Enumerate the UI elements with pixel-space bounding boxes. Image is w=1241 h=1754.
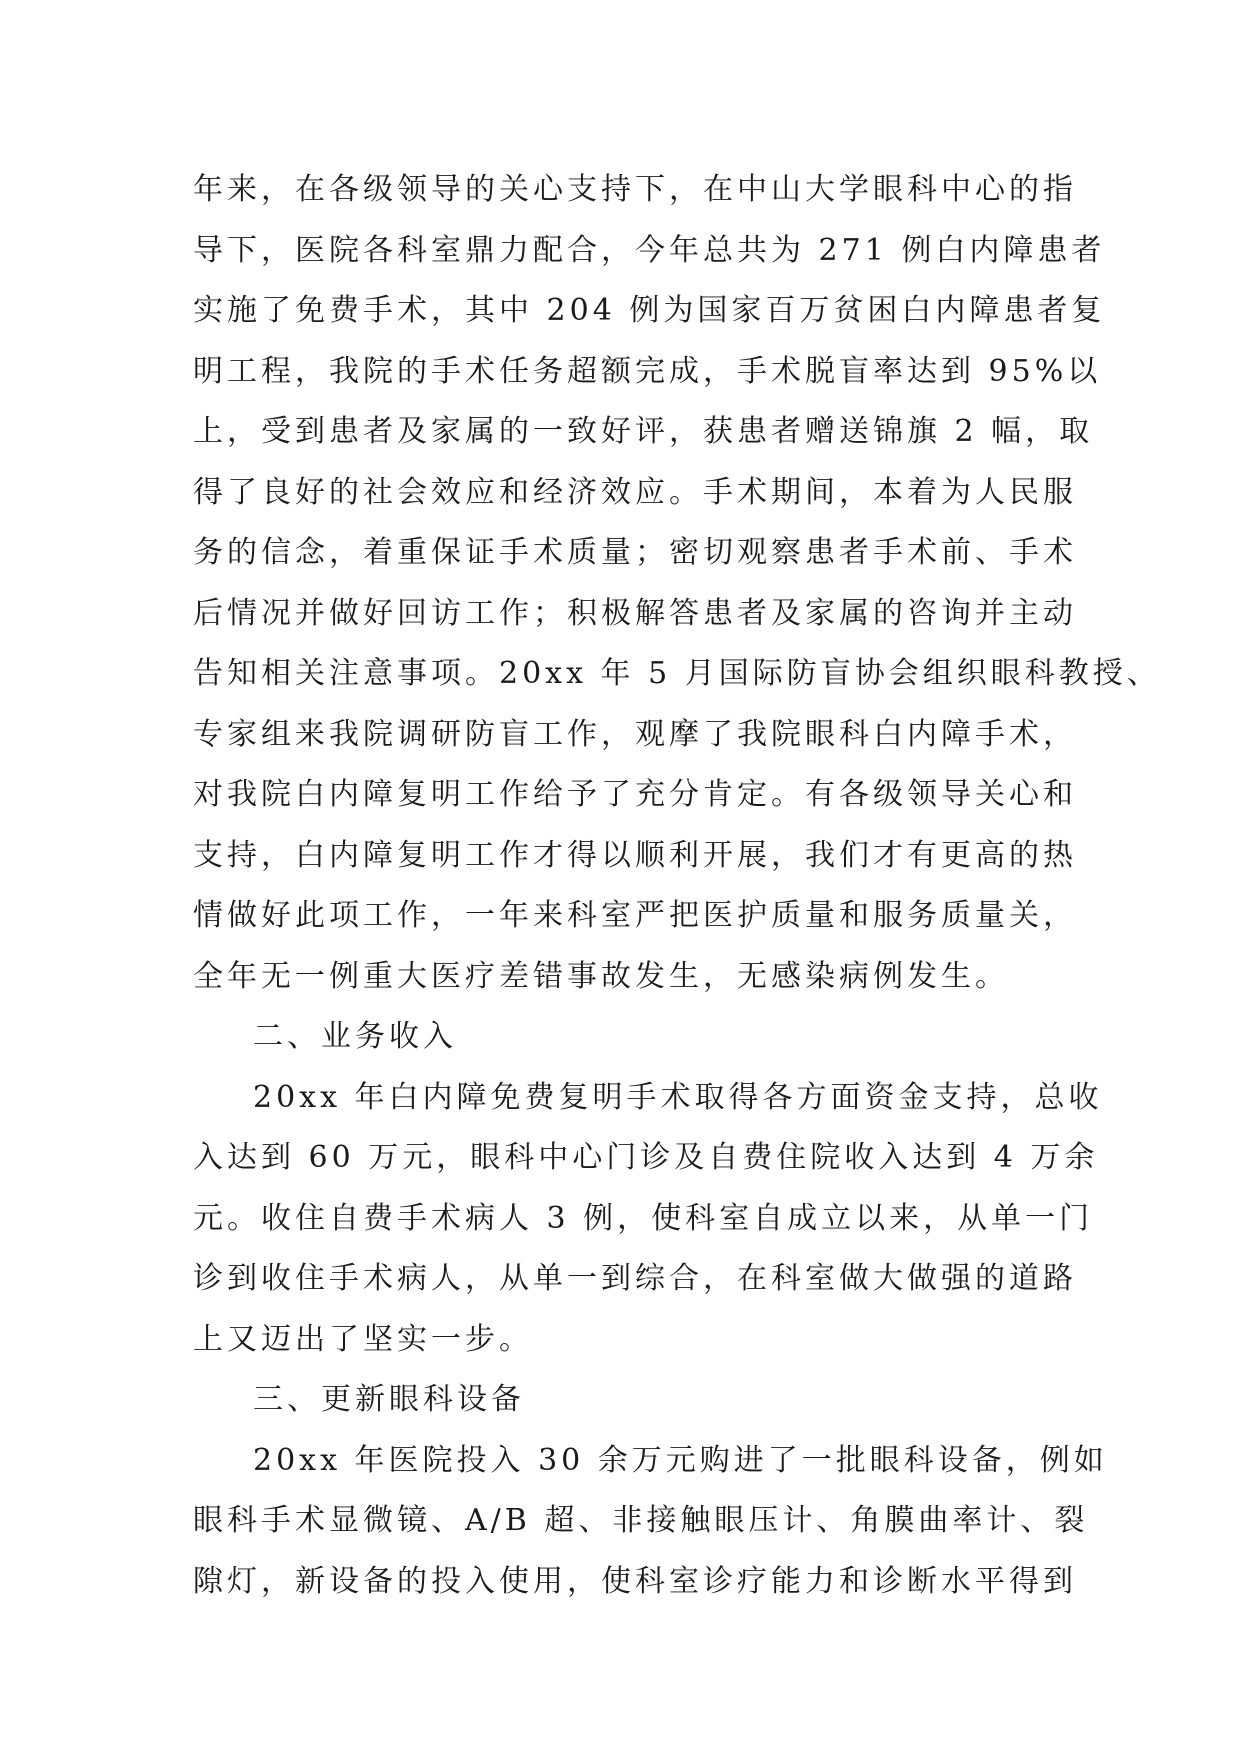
text-line: 支持，白内障复明工作才得以顺利开展，我们才有更高的热: [193, 837, 1077, 873]
text-line: 诊到收住手术病人，从单一到综合，在科室做大做强的道路: [193, 1261, 1077, 1296]
text-line: 元。收住自费手术病人 3 例，使科室自成立以来，从单一门: [193, 1200, 1094, 1236]
text-line: 后情况并做好回访工作；积极解答患者及家属的咨询并主动: [193, 595, 1077, 631]
text-line: 实施了免费手术，其中 204 例为国家百万贫困白内障患者复: [193, 293, 1106, 328]
text-line: 20xx 年白内障免费复明手术取得各方面资金支持，总收: [253, 1079, 1103, 1115]
text-line: 专家组来我院调研防盲工作，观摩了我院眼科白内障手术，: [193, 716, 1077, 752]
text-line: 告知相关注意事项。20xx 年 5 月国际防盲协会组织眼科教授、: [193, 656, 1161, 691]
text-line: 眼科手术显微镜、A/B 超、非接触眼压计、角膜曲率计、裂: [193, 1503, 1089, 1538]
section-heading: 二、业务收入: [253, 1019, 457, 1054]
text-line: 上，受到患者及家属的一致好评，获患者赠送锦旗 2 幅，取: [193, 414, 1094, 449]
text-line: 导下，医院各科室鼎力配合，今年总共为 271 例白内障患者: [193, 232, 1106, 268]
text-line: 隙灯，新设备的投入使用，使科室诊疗能力和诊断水平得到: [193, 1563, 1077, 1599]
text-line: 对我院白内障复明工作给予了充分肯定。有各级领导关心和: [193, 777, 1077, 812]
text-line: 务的信念，着重保证手术质量；密切观察患者手术前、手术: [193, 535, 1077, 570]
text-line: 明工程，我院的手术任务超额完成，手术脱盲率达到 95%以: [193, 353, 1102, 389]
text-line: 20xx 年医院投入 30 余万元购进了一批眼科设备，例如: [253, 1442, 1108, 1478]
text-line: 得了良好的社会效应和经济效应。手术期间，本着为人民服: [193, 474, 1077, 510]
text-line: 年来，在各级领导的关心支持下，在中山大学眼科中心的指: [193, 172, 1077, 207]
text-line: 入达到 60 万元，眼科中心门诊及自费住院收入达到 4 万余: [193, 1140, 1099, 1175]
section-heading: 三、更新眼科设备: [253, 1382, 525, 1417]
text-line: 上又迈出了坚实一步。: [193, 1321, 533, 1357]
document-body: [193, 160, 1161, 1612]
text-line: 全年无一例重大医疗差错事故发生，无感染病例发生。: [193, 958, 1009, 994]
text-line: 情做好此项工作，一年来科室严把医护质量和服务质量关，: [193, 898, 1077, 933]
